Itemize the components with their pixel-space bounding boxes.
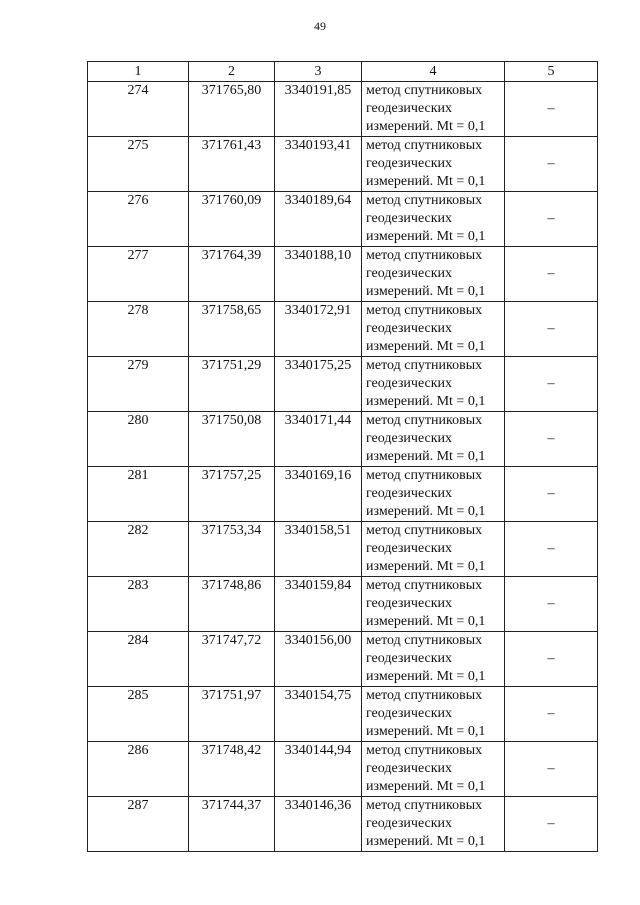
x-coordinate-cell: 371744,37 [189, 797, 275, 852]
y-coordinate-cell: 3340191,85 [275, 82, 362, 137]
coordinates-table [87, 61, 598, 852]
x-coordinate-cell: 371753,34 [189, 522, 275, 577]
method-line: метод спутниковых [366, 248, 483, 263]
x-coordinate-cell: 371761,43 [189, 137, 275, 192]
method-line: геодезических [366, 486, 453, 501]
point-number-cell: 287 [88, 797, 189, 852]
method-line: геодезических [366, 321, 453, 336]
point-number-cell: 286 [88, 742, 189, 797]
note-cell: – [505, 687, 598, 742]
y-coordinate-cell: 3340172,91 [275, 302, 362, 357]
method-cell [362, 82, 505, 137]
x-coordinate-cell: 371750,08 [189, 412, 275, 467]
note-cell: – [505, 412, 598, 467]
x-coordinate-cell: 371751,29 [189, 357, 275, 412]
method-cell [362, 522, 505, 577]
table-row [88, 357, 598, 412]
method-line: метод спутниковых [366, 468, 483, 483]
method-line: геодезических [366, 816, 453, 831]
method-cell [362, 137, 505, 192]
method-cell [362, 632, 505, 687]
note-cell: – [505, 742, 598, 797]
method-cell [362, 742, 505, 797]
method-cell [362, 357, 505, 412]
method-line: измерений. Mt = 0,1 [366, 229, 486, 244]
method-line: геодезических [366, 156, 453, 171]
note-cell: – [505, 357, 598, 412]
point-number-cell: 284 [88, 632, 189, 687]
x-coordinate-cell: 371764,39 [189, 247, 275, 302]
y-coordinate-cell: 3340189,64 [275, 192, 362, 247]
point-number-cell: 280 [88, 412, 189, 467]
method-line: геодезических [366, 431, 453, 446]
method-line: метод спутниковых [366, 193, 483, 208]
method-line: метод спутниковых [366, 798, 483, 813]
note-cell: – [505, 797, 598, 852]
table-row [88, 687, 598, 742]
method-line: метод спутниковых [366, 633, 483, 648]
page-number: 49 [314, 19, 326, 33]
method-line: метод спутниковых [366, 83, 483, 98]
point-number-cell: 275 [88, 137, 189, 192]
method-line: метод спутниковых [366, 523, 483, 538]
method-line: измерений. Mt = 0,1 [366, 449, 486, 464]
method-line: измерений. Mt = 0,1 [366, 119, 486, 134]
x-coordinate-cell: 371747,72 [189, 632, 275, 687]
y-coordinate-cell: 3340188,10 [275, 247, 362, 302]
x-coordinate-cell: 371760,09 [189, 192, 275, 247]
point-number-cell: 282 [88, 522, 189, 577]
method-line: метод спутниковых [366, 743, 483, 758]
y-coordinate-cell: 3340193,41 [275, 137, 362, 192]
table-row [88, 577, 598, 632]
table-row [88, 192, 598, 247]
table-row [88, 412, 598, 467]
method-cell [362, 467, 505, 522]
method-line: геодезических [366, 761, 453, 776]
point-number-cell: 274 [88, 82, 189, 137]
column-header: 2 [189, 62, 275, 82]
note-cell: – [505, 137, 598, 192]
y-coordinate-cell: 3340171,44 [275, 412, 362, 467]
method-cell [362, 192, 505, 247]
table-row [88, 137, 598, 192]
y-coordinate-cell: 3340169,16 [275, 467, 362, 522]
y-coordinate-cell: 3340175,25 [275, 357, 362, 412]
y-coordinate-cell: 3340158,51 [275, 522, 362, 577]
note-cell: – [505, 577, 598, 632]
table-row [88, 742, 598, 797]
note-cell: – [505, 467, 598, 522]
method-line: геодезических [366, 541, 453, 556]
method-line: метод спутниковых [366, 358, 483, 373]
y-coordinate-cell: 3340156,00 [275, 632, 362, 687]
x-coordinate-cell: 371758,65 [189, 302, 275, 357]
method-line: метод спутниковых [366, 303, 483, 318]
x-coordinate-cell: 371751,97 [189, 687, 275, 742]
x-coordinate-cell: 371748,86 [189, 577, 275, 632]
method-cell [362, 412, 505, 467]
method-cell [362, 577, 505, 632]
note-cell: – [505, 632, 598, 687]
x-coordinate-cell: 371765,80 [189, 82, 275, 137]
point-number-cell: 285 [88, 687, 189, 742]
method-line: геодезических [366, 266, 453, 281]
method-line: измерений. Mt = 0,1 [366, 339, 486, 354]
y-coordinate-cell: 3340146,36 [275, 797, 362, 852]
note-cell: – [505, 82, 598, 137]
y-coordinate-cell: 3340144,94 [275, 742, 362, 797]
y-coordinate-cell: 3340154,75 [275, 687, 362, 742]
table-row [88, 302, 598, 357]
method-cell [362, 687, 505, 742]
y-coordinate-cell: 3340159,84 [275, 577, 362, 632]
note-cell: – [505, 522, 598, 577]
method-line: измерений. Mt = 0,1 [366, 834, 486, 849]
method-line: геодезических [366, 101, 453, 116]
method-line: метод спутниковых [366, 413, 483, 428]
point-number-cell: 276 [88, 192, 189, 247]
method-line: измерений. Mt = 0,1 [366, 174, 486, 189]
method-line: геодезических [366, 211, 453, 226]
table-header-row [88, 62, 598, 82]
method-line: геодезических [366, 596, 453, 611]
column-header: 3 [275, 62, 362, 82]
point-number-cell: 283 [88, 577, 189, 632]
method-line: измерений. Mt = 0,1 [366, 504, 486, 519]
method-cell [362, 302, 505, 357]
method-line: измерений. Mt = 0,1 [366, 394, 486, 409]
method-line: измерений. Mt = 0,1 [366, 724, 486, 739]
column-header: 4 [362, 62, 505, 82]
method-line: измерений. Mt = 0,1 [366, 779, 486, 794]
point-number-cell: 278 [88, 302, 189, 357]
method-line: измерений. Mt = 0,1 [366, 559, 486, 574]
table-body [88, 82, 598, 852]
x-coordinate-cell: 371748,42 [189, 742, 275, 797]
method-cell [362, 247, 505, 302]
method-line: измерений. Mt = 0,1 [366, 669, 486, 684]
table-row [88, 632, 598, 687]
method-line: измерений. Mt = 0,1 [366, 614, 486, 629]
method-line: геодезических [366, 376, 453, 391]
method-line: метод спутниковых [366, 688, 483, 703]
note-cell: – [505, 192, 598, 247]
column-header: 1 [88, 62, 189, 82]
table-row [88, 82, 598, 137]
x-coordinate-cell: 371757,25 [189, 467, 275, 522]
method-line: измерений. Mt = 0,1 [366, 284, 486, 299]
method-cell [362, 797, 505, 852]
note-cell: – [505, 247, 598, 302]
method-line: метод спутниковых [366, 578, 483, 593]
table-row [88, 467, 598, 522]
table-row [88, 247, 598, 302]
method-line: метод спутниковых [366, 138, 483, 153]
point-number-cell: 277 [88, 247, 189, 302]
table-row [88, 797, 598, 852]
point-number-cell: 281 [88, 467, 189, 522]
column-header: 5 [505, 62, 598, 82]
method-line: геодезических [366, 706, 453, 721]
point-number-cell: 279 [88, 357, 189, 412]
table-row [88, 522, 598, 577]
note-cell: – [505, 302, 598, 357]
method-line: геодезических [366, 651, 453, 666]
